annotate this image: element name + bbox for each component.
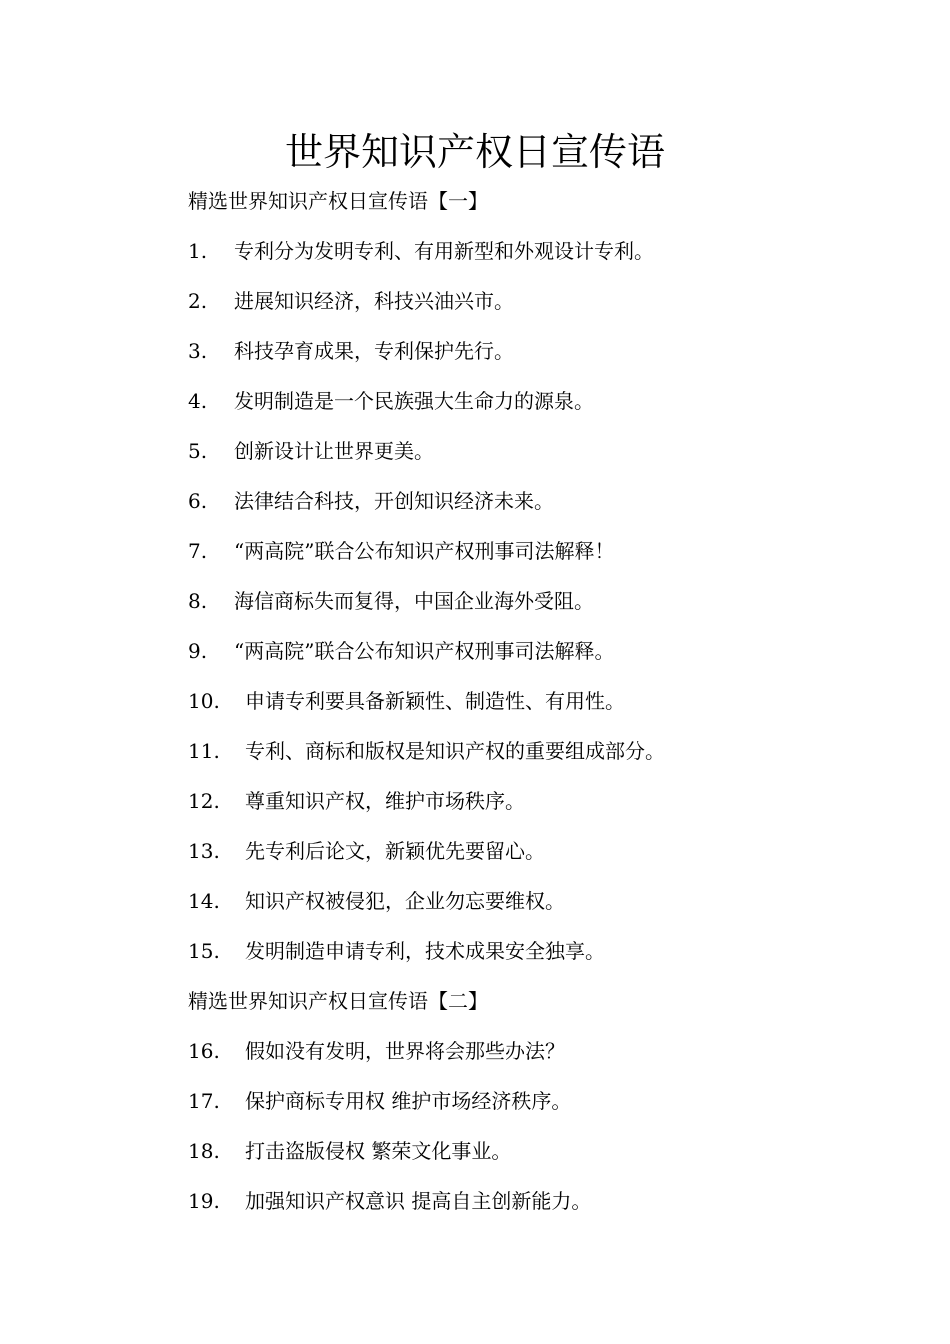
item-text: 尊重知识产权，维护市场秩序。 — [245, 789, 525, 813]
item-text: 创新设计让世界更美。 — [234, 439, 434, 463]
item-number: 10. — [188, 689, 220, 713]
item-number: 11. — [188, 739, 220, 763]
item-text: 加强知识产权意识 提高自主创新能力。 — [245, 1189, 592, 1213]
item-number: 19. — [188, 1189, 220, 1213]
list-item — [188, 786, 525, 816]
list-item — [188, 1036, 565, 1066]
item-number: 2. — [188, 289, 208, 313]
item-number: 18. — [188, 1139, 220, 1163]
item-text: 进展知识经济，科技兴油兴市。 — [234, 289, 514, 313]
list-item — [188, 386, 594, 416]
item-number: 4. — [188, 389, 208, 413]
list-item — [188, 836, 545, 866]
item-number: 7. — [188, 539, 208, 563]
list-item — [188, 936, 605, 966]
item-number: 6. — [188, 489, 208, 513]
item-number: 9. — [188, 639, 208, 663]
list-item — [188, 486, 554, 516]
item-number: 15. — [188, 939, 220, 963]
document-title: 世界知识产权日宣传语 — [284, 130, 665, 174]
item-text: 知识产权被侵犯，企业勿忘要维权。 — [245, 889, 565, 913]
item-text: 专利、商标和版权是知识产权的重要组成部分。 — [245, 739, 665, 763]
item-text: 申请专利要具备新颖性、制造性、有用性。 — [245, 689, 625, 713]
list-item — [188, 586, 594, 616]
item-number: 3. — [188, 339, 208, 363]
list-item — [188, 1086, 571, 1116]
item-text: 发明制造是一个民族强大生命力的源泉。 — [234, 389, 594, 413]
list-item — [188, 1136, 511, 1166]
item-text: 先专利后论文，新颖优先要留心。 — [245, 839, 545, 863]
item-text: 发明制造申请专利，技术成果安全独享。 — [245, 939, 605, 963]
item-number: 8. — [188, 589, 208, 613]
item-number: 16. — [188, 1039, 220, 1063]
list-item — [188, 236, 654, 266]
section-heading-1: 精选世界知识产权日宣传语【一】 — [188, 189, 488, 213]
list-item — [188, 886, 565, 916]
section-heading-2: 精选世界知识产权日宣传语【二】 — [188, 989, 488, 1013]
item-text: 假如没有发明，世界将会那些办法？ — [245, 1039, 565, 1063]
item-text: 海信商标失而复得，中国企业海外受阻。 — [234, 589, 594, 613]
item-text: 专利分为发明专利、有用新型和外观设计专利。 — [234, 239, 654, 263]
item-text: 保护商标专用权 维护市场经济秩序。 — [245, 1089, 572, 1113]
list-item — [188, 636, 614, 666]
list-item — [188, 1186, 591, 1216]
list-item — [188, 436, 434, 466]
item-text: “两高院”联合公布知识产权刑事司法解释！ — [234, 539, 615, 563]
list-item — [188, 286, 514, 316]
item-text: 打击盗版侵权 繁荣文化事业。 — [245, 1139, 512, 1163]
item-number: 12. — [188, 789, 220, 813]
list-item — [188, 536, 614, 566]
item-number: 14. — [188, 889, 220, 913]
list-item — [188, 336, 514, 366]
item-number: 17. — [188, 1089, 220, 1113]
item-text: “两高院”联合公布知识产权刑事司法解释。 — [234, 639, 615, 663]
item-number: 13. — [188, 839, 220, 863]
item-number: 5. — [188, 439, 208, 463]
list-item — [188, 686, 625, 716]
item-text: 科技孕育成果，专利保护先行。 — [234, 339, 514, 363]
item-number: 1. — [188, 239, 208, 263]
list-item — [188, 736, 665, 766]
item-text: 法律结合科技，开创知识经济未来。 — [234, 489, 554, 513]
